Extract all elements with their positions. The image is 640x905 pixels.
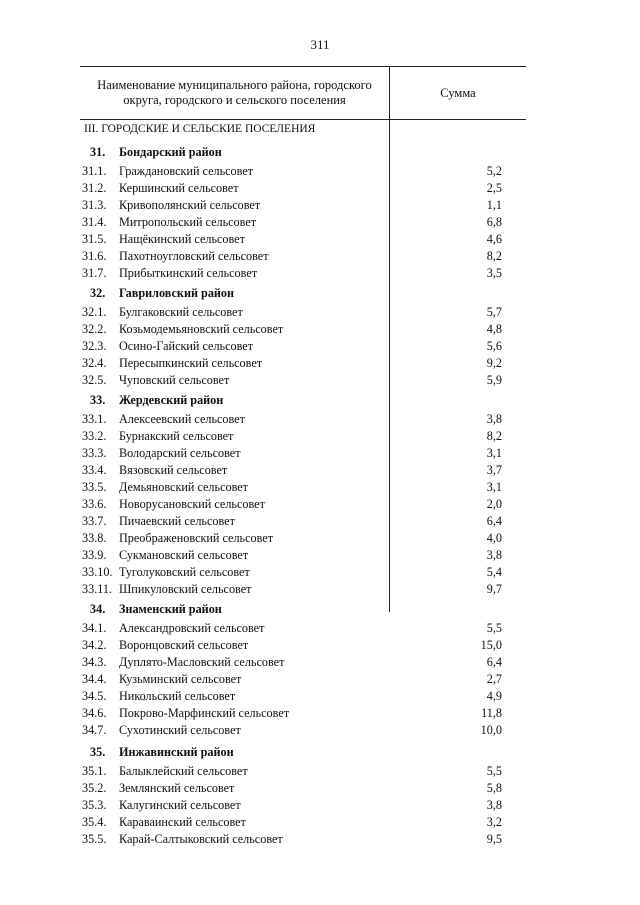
settlement-name: Прибыткинский сельсовет bbox=[119, 266, 258, 280]
row-number: 31.3. bbox=[82, 198, 107, 212]
settlement-name: Карай-Салтыковский сельсовет bbox=[119, 832, 283, 846]
district-row bbox=[0, 285, 640, 301]
row-number: 33.10. bbox=[82, 565, 113, 579]
settlement-name: Шпикуловский сельсовет bbox=[119, 582, 252, 596]
district-number: 31. bbox=[90, 145, 106, 159]
sum-value: 10,0 bbox=[480, 723, 502, 737]
sum-value: 3,1 bbox=[486, 446, 502, 460]
row-number: 33.1. bbox=[82, 412, 107, 426]
row-number: 31.7. bbox=[82, 266, 107, 280]
row-number: 31.1. bbox=[82, 164, 107, 178]
settlement-name: Сукмановский сельсовет bbox=[119, 548, 249, 562]
table-row bbox=[0, 462, 640, 478]
sum-value: 2,5 bbox=[486, 181, 502, 195]
sum-value: 3,8 bbox=[486, 412, 502, 426]
sum-value: 8,2 bbox=[486, 429, 502, 443]
table-row bbox=[0, 180, 640, 196]
settlement-name: Новорусановский сельсовет bbox=[119, 497, 265, 511]
settlement-name: Караваинский сельсовет bbox=[119, 815, 246, 829]
row-number: 34.3. bbox=[82, 655, 107, 669]
district-number: 34. bbox=[90, 602, 106, 616]
row-number: 31.5. bbox=[82, 232, 107, 246]
settlement-name: Преображеновский сельсовет bbox=[119, 531, 274, 545]
row-number: 34.2. bbox=[82, 638, 107, 652]
row-number: 35.3. bbox=[82, 798, 107, 812]
table-row bbox=[0, 304, 640, 320]
district-number: 32. bbox=[90, 286, 106, 300]
table-row bbox=[0, 231, 640, 247]
row-number: 35.4. bbox=[82, 815, 107, 829]
sum-value: 3,7 bbox=[486, 463, 502, 477]
settlement-name: Чуповский сельсовет bbox=[119, 373, 230, 387]
table-row bbox=[0, 763, 640, 779]
settlement-name: Никольский сельсовет bbox=[119, 689, 236, 703]
sum-value: 11,8 bbox=[481, 706, 502, 720]
settlement-name: Туголуковский сельсовет bbox=[119, 565, 250, 579]
settlement-name: Бурнакский сельсовет bbox=[119, 429, 234, 443]
settlement-name: Пахотноугловский сельсовет bbox=[119, 249, 269, 263]
table-row bbox=[0, 530, 640, 546]
district-number: 35. bbox=[90, 745, 106, 759]
sum-value: 3,5 bbox=[486, 266, 502, 280]
table-row bbox=[0, 722, 640, 738]
row-number: 33.2. bbox=[82, 429, 107, 443]
sum-value: 5,6 bbox=[486, 339, 502, 353]
settlement-name: Балыклейский сельсовет bbox=[119, 764, 248, 778]
district-row bbox=[0, 744, 640, 760]
row-number: 31.6. bbox=[82, 249, 107, 263]
row-number: 34.6. bbox=[82, 706, 107, 720]
table-row bbox=[0, 564, 640, 580]
row-number: 33.11. bbox=[82, 582, 113, 596]
district-name: Гавриловский район bbox=[119, 286, 235, 300]
table-row bbox=[0, 637, 640, 653]
district-name: Знаменский район bbox=[119, 602, 222, 616]
sum-value: 5,4 bbox=[486, 565, 502, 579]
row-number: 31.4. bbox=[82, 215, 107, 229]
settlement-name: Демьяновский сельсовет bbox=[119, 480, 248, 494]
settlement-name: Граждановский сельсовет bbox=[119, 164, 254, 178]
settlement-name: Калугинский сельсовет bbox=[119, 798, 241, 812]
row-number: 33.3. bbox=[82, 446, 107, 460]
sum-value: 4,9 bbox=[486, 689, 502, 703]
table-row bbox=[0, 547, 640, 563]
table-row bbox=[0, 705, 640, 721]
table-row bbox=[0, 496, 640, 512]
settlement-name: Сухотинский сельсовет bbox=[119, 723, 241, 737]
sum-value: 5,5 bbox=[486, 621, 502, 635]
row-number: 33.5. bbox=[82, 480, 107, 494]
settlement-name: Володарский сельсовет bbox=[119, 446, 241, 460]
table-row bbox=[0, 831, 640, 847]
row-number: 32.1. bbox=[82, 305, 107, 319]
row-number: 35.5. bbox=[82, 832, 107, 846]
settlement-name: Кузьминский сельсовет bbox=[119, 672, 242, 686]
sum-value: 4,0 bbox=[486, 531, 502, 545]
settlement-name: Булгаковский сельсовет bbox=[119, 305, 243, 319]
row-number: 33.4. bbox=[82, 463, 107, 477]
settlement-name: Александровский сельсовет bbox=[119, 621, 265, 635]
table-row bbox=[0, 671, 640, 687]
sum-value: 1,1 bbox=[486, 198, 502, 212]
table-row bbox=[0, 214, 640, 230]
row-number: 31.2. bbox=[82, 181, 107, 195]
table-row bbox=[0, 581, 640, 597]
table-row bbox=[0, 197, 640, 213]
district-name: Инжавинский район bbox=[119, 745, 234, 759]
district-row bbox=[0, 601, 640, 617]
table-row bbox=[0, 814, 640, 830]
settlement-name: Пересыпкинский сельсовет bbox=[119, 356, 263, 370]
settlement-name: Кривополянский сельсовет bbox=[119, 198, 261, 212]
table-row bbox=[0, 620, 640, 636]
settlement-name: Осино-Гайский сельсовет bbox=[119, 339, 254, 353]
district-number: 33. bbox=[90, 393, 106, 407]
table-row bbox=[0, 372, 640, 388]
sum-value: 3,8 bbox=[486, 798, 502, 812]
district-name: Жердевский район bbox=[119, 393, 224, 407]
sum-value: 6,8 bbox=[486, 215, 502, 229]
sum-value: 4,6 bbox=[486, 232, 502, 246]
column-header-sum: Сумма bbox=[440, 85, 476, 100]
table-row bbox=[0, 688, 640, 704]
sum-value: 6,4 bbox=[486, 514, 502, 528]
settlement-name: Вязовский сельсовет bbox=[119, 463, 228, 477]
settlement-name: Воронцовский сельсовет bbox=[119, 638, 249, 652]
column-header-name: Наименование муниципального района, городского округа, городского и сельского поселения bbox=[97, 78, 372, 107]
row-number: 33.8. bbox=[82, 531, 107, 545]
district-row bbox=[0, 144, 640, 160]
row-number: 33.6. bbox=[82, 497, 107, 511]
row-number: 32.4. bbox=[82, 356, 107, 370]
sum-value: 8,2 bbox=[486, 249, 502, 263]
row-number: 32.5. bbox=[82, 373, 107, 387]
sum-value: 15,0 bbox=[480, 638, 502, 652]
table-row bbox=[0, 321, 640, 337]
table-row bbox=[0, 428, 640, 444]
row-number: 34.1. bbox=[82, 621, 107, 635]
sum-value: 5,7 bbox=[486, 305, 502, 319]
sum-value: 6,4 bbox=[486, 655, 502, 669]
sum-value: 3,2 bbox=[486, 815, 502, 829]
table-row bbox=[0, 355, 640, 371]
sum-value: 3,1 bbox=[486, 480, 502, 494]
sum-value: 3,8 bbox=[486, 548, 502, 562]
row-number: 33.9. bbox=[82, 548, 107, 562]
row-number: 34.4. bbox=[82, 672, 107, 686]
settlement-name: Кершинский сельсовет bbox=[119, 181, 239, 195]
table-row bbox=[0, 479, 640, 495]
settlement-name: Алексеевский сельсовет bbox=[119, 412, 245, 426]
row-number: 35.1. bbox=[82, 764, 107, 778]
settlement-name: Нащёкинский сельсовет bbox=[119, 232, 245, 246]
settlement-name: Землянский сельсовет bbox=[119, 781, 235, 795]
settlement-name: Дуплято-Масловский сельсовет bbox=[119, 655, 285, 669]
settlement-name: Пичаевский сельсовет bbox=[119, 514, 235, 528]
page-number: 311 bbox=[310, 37, 330, 52]
table-row bbox=[0, 411, 640, 427]
table-row bbox=[0, 780, 640, 796]
sum-value: 9,2 bbox=[486, 356, 502, 370]
table-row bbox=[0, 338, 640, 354]
table-row bbox=[0, 445, 640, 461]
row-number: 33.7. bbox=[82, 514, 107, 528]
sum-value: 2,7 bbox=[486, 672, 502, 686]
sum-value: 5,8 bbox=[486, 781, 502, 795]
sum-value: 4,8 bbox=[486, 322, 502, 336]
table-row bbox=[0, 163, 640, 179]
table-row bbox=[0, 513, 640, 529]
settlement-name: Козьмодемьяновский сельсовет bbox=[119, 322, 284, 336]
sum-value: 5,2 bbox=[486, 164, 502, 178]
section-title: III. ГОРОДСКИЕ И СЕЛЬСКИЕ ПОСЕЛЕНИЯ bbox=[84, 123, 316, 135]
row-number: 34.5. bbox=[82, 689, 107, 703]
row-number: 35.2. bbox=[82, 781, 107, 795]
settlement-name: Покрово-Марфинский сельсовет bbox=[119, 706, 290, 720]
table-row bbox=[0, 265, 640, 281]
row-number: 34.7. bbox=[82, 723, 107, 737]
sum-value: 5,9 bbox=[486, 373, 502, 387]
settlement-name: Митропольский сельсовет bbox=[119, 215, 257, 229]
table-row bbox=[0, 654, 640, 670]
district-name: Бондарский район bbox=[119, 145, 222, 159]
sum-value: 9,7 bbox=[486, 582, 502, 596]
district-row bbox=[0, 392, 640, 408]
sum-value: 2,0 bbox=[486, 497, 502, 511]
table-row bbox=[0, 248, 640, 264]
row-number: 32.2. bbox=[82, 322, 107, 336]
sum-value: 5,5 bbox=[486, 764, 502, 778]
table-row bbox=[0, 797, 640, 813]
row-number: 32.3. bbox=[82, 339, 107, 353]
sum-value: 9,5 bbox=[486, 832, 502, 846]
